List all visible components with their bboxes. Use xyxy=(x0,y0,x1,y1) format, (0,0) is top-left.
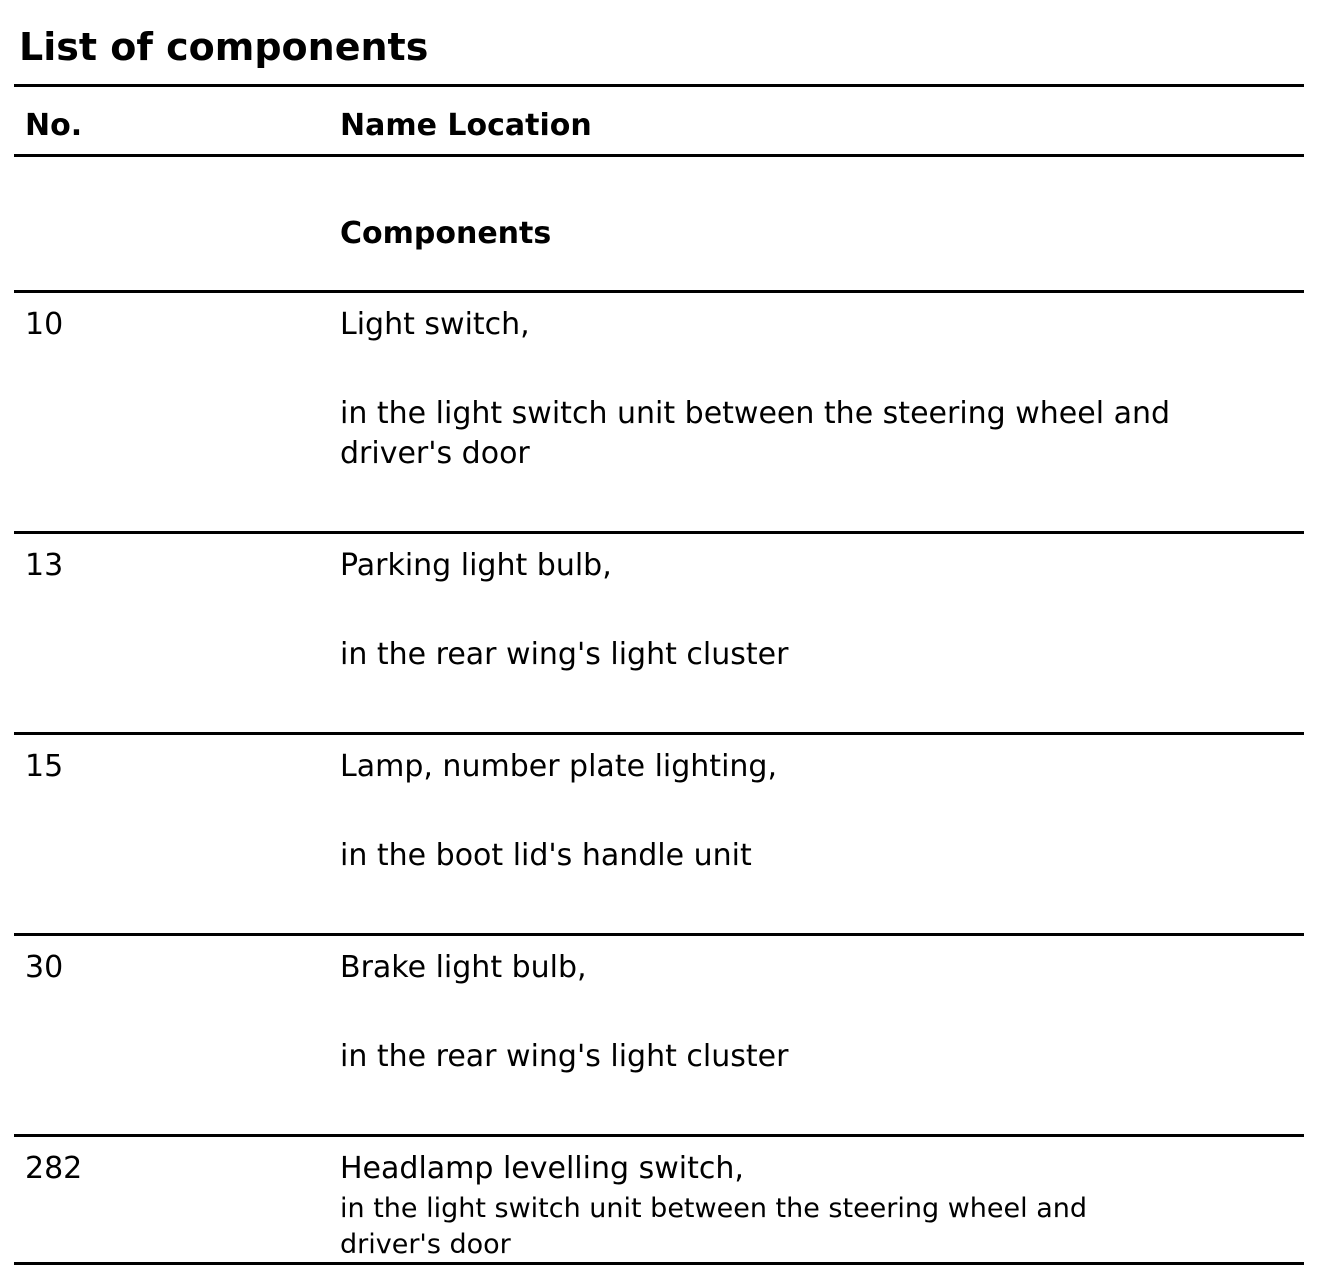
page-title: List of components xyxy=(19,25,429,69)
row-number: 282 xyxy=(25,1151,83,1186)
component-name: Lamp, number plate lighting, xyxy=(340,749,777,784)
row-rule xyxy=(14,1134,1304,1137)
component-location: in the rear wing's light cluster xyxy=(340,1039,789,1074)
component-location: in the light switch unit between the steering wheel and driver's door xyxy=(340,1193,1088,1260)
header-name-location: Name Location xyxy=(340,108,592,143)
row-number: 30 xyxy=(25,950,64,985)
component-location: in the light switch unit between the steering wheel and driver's door xyxy=(340,396,1171,471)
component-location: in the boot lid's handle unit xyxy=(340,838,752,873)
header-rule xyxy=(14,154,1304,157)
component-location: in the rear wing's light cluster xyxy=(340,637,789,672)
row-number: 15 xyxy=(25,749,64,784)
row-rule xyxy=(14,531,1304,534)
header-no: No. xyxy=(25,108,83,143)
row-rule xyxy=(14,732,1304,735)
row-number: 13 xyxy=(25,548,64,583)
component-name: Brake light bulb, xyxy=(340,950,587,985)
component-name: Headlamp levelling switch, xyxy=(340,1151,744,1186)
component-name: Light switch, xyxy=(340,307,530,342)
section-label: Components xyxy=(340,216,552,251)
row-number: 10 xyxy=(25,307,64,342)
table-top-rule xyxy=(14,84,1304,87)
table-bottom-rule xyxy=(14,1262,1304,1265)
section-rule xyxy=(14,290,1304,293)
component-name: Parking light bulb, xyxy=(340,548,612,583)
row-rule xyxy=(14,933,1304,936)
